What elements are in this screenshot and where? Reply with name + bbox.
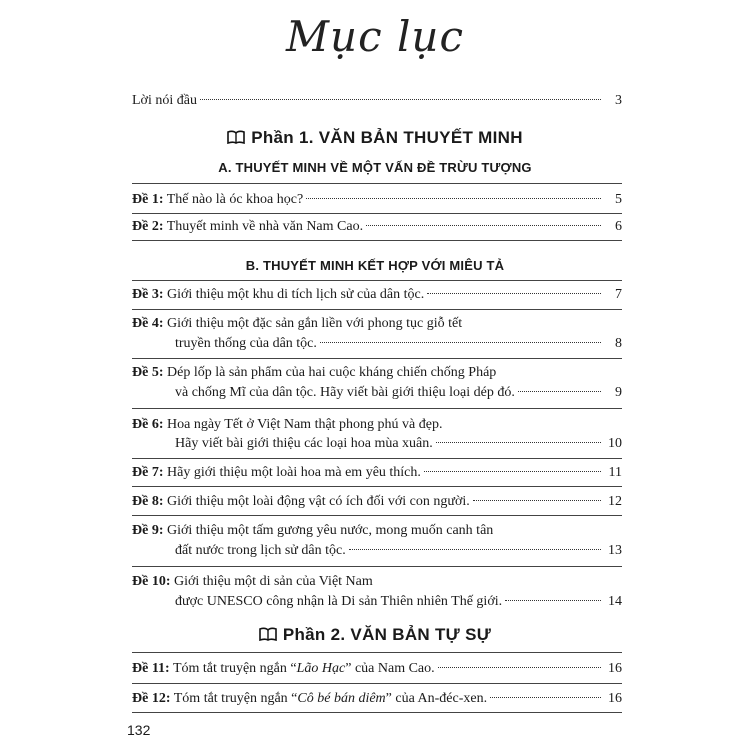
entry-text: Giới thiệu một khu di tích lịch sử của dân tộc. xyxy=(167,287,425,302)
toc-entry xyxy=(132,493,622,511)
toc-page-number: 13 xyxy=(608,543,622,558)
entry-text: Hãy viết bài giới thiệu các loại hoa mùa xuân. xyxy=(175,436,433,451)
divider xyxy=(132,309,622,310)
entry-text: truyền thống của dân tộc. xyxy=(175,336,317,351)
open-book-icon xyxy=(227,130,245,144)
entry-label: Đề 7: xyxy=(132,465,164,480)
entry-label: Đề 8: xyxy=(132,494,164,509)
toc-entry xyxy=(132,690,622,708)
entry-text: Hoa ngày Tết ở Việt Nam thật phong phú và đẹp. xyxy=(167,417,443,432)
entry-label: Đề 9: xyxy=(132,523,164,538)
section-b-heading: B. THUYẾT MINH KẾT HỢP VỚI MIÊU TẢ xyxy=(245,258,505,273)
entry-label: Đề 1: xyxy=(132,192,164,207)
toc-page-number: 5 xyxy=(615,192,622,207)
toc-page-number: 11 xyxy=(608,465,622,480)
toc-page-number: 6 xyxy=(615,219,622,234)
leader-dots xyxy=(505,600,601,601)
toc-page-number: 16 xyxy=(608,661,622,676)
open-book-icon xyxy=(259,627,277,641)
page-title: Mục lục xyxy=(286,12,464,61)
entry-text: và chống Mĩ của dân tộc. Hãy viết bài giới thiệu loại dép đó. xyxy=(175,385,515,400)
leader-dots xyxy=(518,391,601,392)
divider xyxy=(132,183,622,184)
toc-entry-continuation xyxy=(175,384,622,402)
toc-entry xyxy=(132,286,622,304)
leader-dots xyxy=(366,225,601,226)
part-2-title: Phần 2. VĂN BẢN TỰ SỰ xyxy=(282,625,492,644)
toc-page-number: 16 xyxy=(608,691,622,706)
toc-page-number: 14 xyxy=(608,594,622,609)
entry-label: Đề 10: xyxy=(132,574,171,589)
leader-dots xyxy=(473,500,601,501)
leader-dots xyxy=(436,442,601,443)
story-title: Lão Hạc xyxy=(296,661,346,676)
entry-text: Thuyết minh về nhà văn Nam Cao. xyxy=(166,219,364,234)
divider xyxy=(132,213,622,214)
part-2-heading xyxy=(0,625,750,645)
toc-page-number: 12 xyxy=(608,494,622,509)
toc-entry xyxy=(132,522,622,540)
toc-entry xyxy=(132,573,622,591)
toc-page-number: 7 xyxy=(615,287,622,302)
toc-entry-continuation xyxy=(175,593,622,611)
toc-page-number: 3 xyxy=(615,93,622,108)
entry-label: Đề 12: xyxy=(132,691,171,706)
divider xyxy=(132,358,622,359)
toc-entry-text: Lời nói đầu xyxy=(132,93,197,108)
entry-text: Giới thiệu một đặc sản gắn liền với phong tục giỗ tết xyxy=(167,316,463,331)
entry-label: Đề 11: xyxy=(132,661,170,676)
leader-dots xyxy=(320,342,601,343)
leader-dots xyxy=(200,99,601,100)
entry-text: ” của An-đéc-xen. xyxy=(385,691,488,706)
entry-label: Đề 5: xyxy=(132,365,164,380)
toc-page-number: 9 xyxy=(615,385,622,400)
entry-label: Đề 6: xyxy=(132,417,164,432)
divider xyxy=(132,566,622,567)
entry-text: Thế nào là óc khoa học? xyxy=(166,192,304,207)
divider xyxy=(132,652,622,653)
entry-text: Giới thiệu một loài động vật có ích đối với con người. xyxy=(167,494,470,509)
toc-entry xyxy=(132,315,622,333)
entry-text: Tóm tắt truyện ngắn “ xyxy=(173,691,298,706)
divider xyxy=(132,712,622,713)
divider xyxy=(132,408,622,409)
toc-page-number: 10 xyxy=(608,436,622,451)
divider xyxy=(132,683,622,684)
entry-text: Giới thiệu một tấm gương yêu nước, mong muốn canh tân xyxy=(167,523,494,538)
entry-text: đất nước trong lịch sử dân tộc. xyxy=(175,543,346,558)
part-1-heading xyxy=(0,128,750,148)
divider xyxy=(132,486,622,487)
entry-text: Dép lốp là sản phẩm của hai cuộc kháng chiến chống Pháp xyxy=(167,365,497,380)
toc-entry-continuation xyxy=(175,335,622,353)
toc-entry xyxy=(132,416,622,434)
story-title: Cô bé bán diêm xyxy=(297,691,386,706)
toc-entry-preface xyxy=(132,92,622,110)
toc-entry xyxy=(132,660,622,678)
toc-entry xyxy=(132,218,622,236)
divider xyxy=(132,280,622,281)
leader-dots xyxy=(424,471,601,472)
entry-label: Đề 2: xyxy=(132,219,164,234)
toc-entry xyxy=(132,191,622,209)
toc-page-number: 8 xyxy=(615,336,622,351)
leader-dots xyxy=(427,293,601,294)
toc-entry xyxy=(132,464,622,482)
section-a-heading: A. THUYẾT MINH VỀ MỘT VẤN ĐỀ TRỪU TƯỢNG xyxy=(218,160,532,175)
entry-text: được UNESCO công nhận là Di sản Thiên nhiên Thế giới. xyxy=(175,594,503,609)
divider xyxy=(132,240,622,241)
leader-dots xyxy=(490,697,601,698)
divider xyxy=(132,458,622,459)
page-number: 132 xyxy=(127,722,151,738)
entry-text: Tóm tắt truyện ngắn “ xyxy=(172,661,297,676)
divider xyxy=(132,515,622,516)
leader-dots xyxy=(306,198,601,199)
toc-entry-continuation xyxy=(175,435,622,453)
entry-text: Giới thiệu một di sản của Việt Nam xyxy=(174,574,373,589)
part-1-title: Phần 1. VĂN BẢN THUYẾT MINH xyxy=(251,128,523,147)
entry-text: Hãy giới thiệu một loài hoa mà em yêu thích. xyxy=(167,465,421,480)
toc-entry-continuation xyxy=(175,542,622,560)
entry-label: Đề 4: xyxy=(132,316,164,331)
entry-label: Đề 3: xyxy=(132,287,164,302)
leader-dots xyxy=(438,667,601,668)
leader-dots xyxy=(349,549,601,550)
entry-text: ” của Nam Cao. xyxy=(345,661,435,676)
toc-entry xyxy=(132,364,622,382)
